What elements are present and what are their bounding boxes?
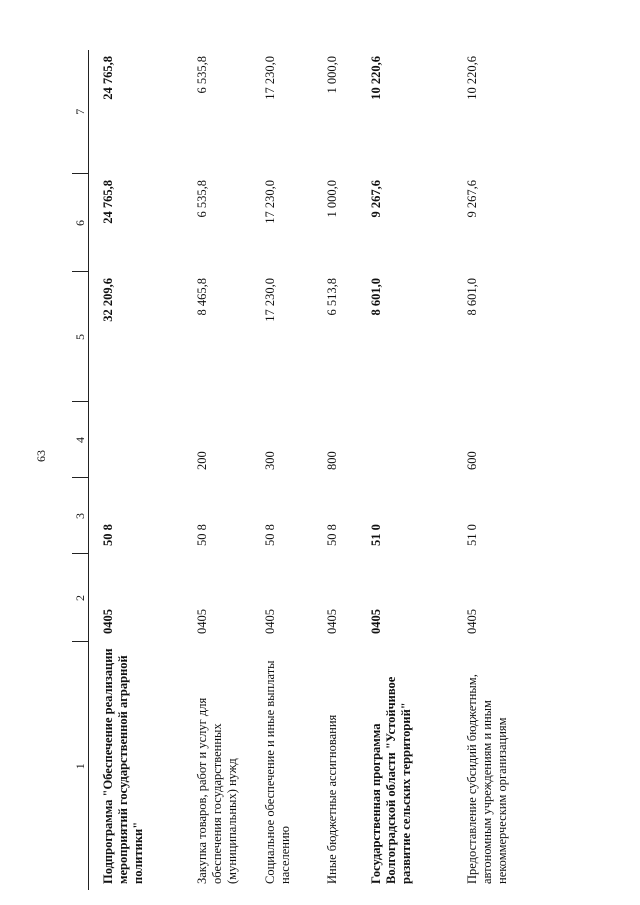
program-code: 50 8 (325, 524, 339, 546)
section-code: 0405 (325, 609, 339, 634)
table-row (89, 50, 192, 890)
row-name: Подпрограмма "Обеспечение реализации мероприятий государственной аграрной политики" (101, 648, 145, 884)
row-name: Предоставление субсидий бюджетным, автономным учреждениям и иным некоммерческим организациям (465, 674, 509, 884)
amount-col6: 9 267,6 (465, 180, 479, 218)
program-code: 51 0 (369, 524, 383, 546)
program-code: 50 8 (263, 524, 277, 546)
program-code: 50 8 (101, 524, 115, 546)
amount-col5: 8 465,8 (195, 278, 209, 316)
header-cell: 4 (72, 402, 89, 478)
table-row (191, 50, 259, 890)
header-cell: 2 (72, 554, 89, 642)
page-number: 63 (34, 450, 48, 462)
section-code: 0405 (369, 609, 383, 634)
amount-col7: 6 535,8 (195, 56, 209, 94)
amount-col5: 32 209,6 (101, 278, 115, 322)
row-name: Государственная программа Волгоградской области "Устойчивое развитие сельских территорий" (369, 676, 413, 884)
amount-col5: 8 601,0 (369, 278, 383, 316)
section-code: 0405 (263, 609, 277, 634)
table-row (365, 50, 457, 890)
amount-col6: 1 000,0 (325, 180, 339, 218)
expense-type-code: 600 (465, 451, 479, 470)
header-cell: 3 (72, 478, 89, 554)
header-cell: 7 (72, 50, 89, 174)
program-code: 50 8 (195, 524, 209, 546)
amount-col6: 9 267,6 (369, 180, 383, 218)
amount-col6: 6 535,8 (195, 180, 209, 218)
header-cell: 1 (72, 642, 89, 890)
expense-type-code: 200 (195, 451, 209, 470)
rotated-table-container (72, 50, 618, 890)
row-name: Иные бюджетные ассигнования (325, 714, 339, 884)
amount-col7: 10 220,6 (465, 56, 479, 100)
section-code: 0405 (101, 609, 115, 634)
amount-col7: 17 230,0 (263, 56, 277, 100)
header-cell: 6 (72, 174, 89, 272)
amount-col7: 24 765,8 (101, 56, 115, 100)
table-row (321, 50, 365, 890)
amount-col5: 17 230,0 (263, 278, 277, 322)
header-row (72, 50, 89, 890)
amount-col7: 10 220,6 (369, 56, 383, 100)
amount-col7: 1 000,0 (325, 56, 339, 94)
amount-col6: 24 765,8 (101, 180, 115, 224)
amount-col5: 8 601,0 (465, 278, 479, 316)
amount-col6: 17 230,0 (263, 180, 277, 224)
amount-col5: 6 513,8 (325, 278, 339, 316)
expense-type-code: 300 (263, 451, 277, 470)
row-name: Социальное обеспечение и иные выплаты населению (263, 660, 292, 884)
expense-type-code (365, 402, 457, 478)
expense-type-code (89, 402, 192, 478)
row-name: Закупка товаров, работ и услуг для обеспечения государственных (муниципальных) нужд (195, 697, 239, 884)
expense-type-code: 800 (325, 451, 339, 470)
header-cell: 5 (72, 272, 89, 402)
program-code: 51 0 (465, 524, 479, 546)
section-code: 0405 (195, 609, 209, 634)
table-row (259, 50, 321, 890)
budget-table (72, 50, 547, 890)
section-code: 0405 (465, 609, 479, 634)
table-row (457, 50, 547, 890)
